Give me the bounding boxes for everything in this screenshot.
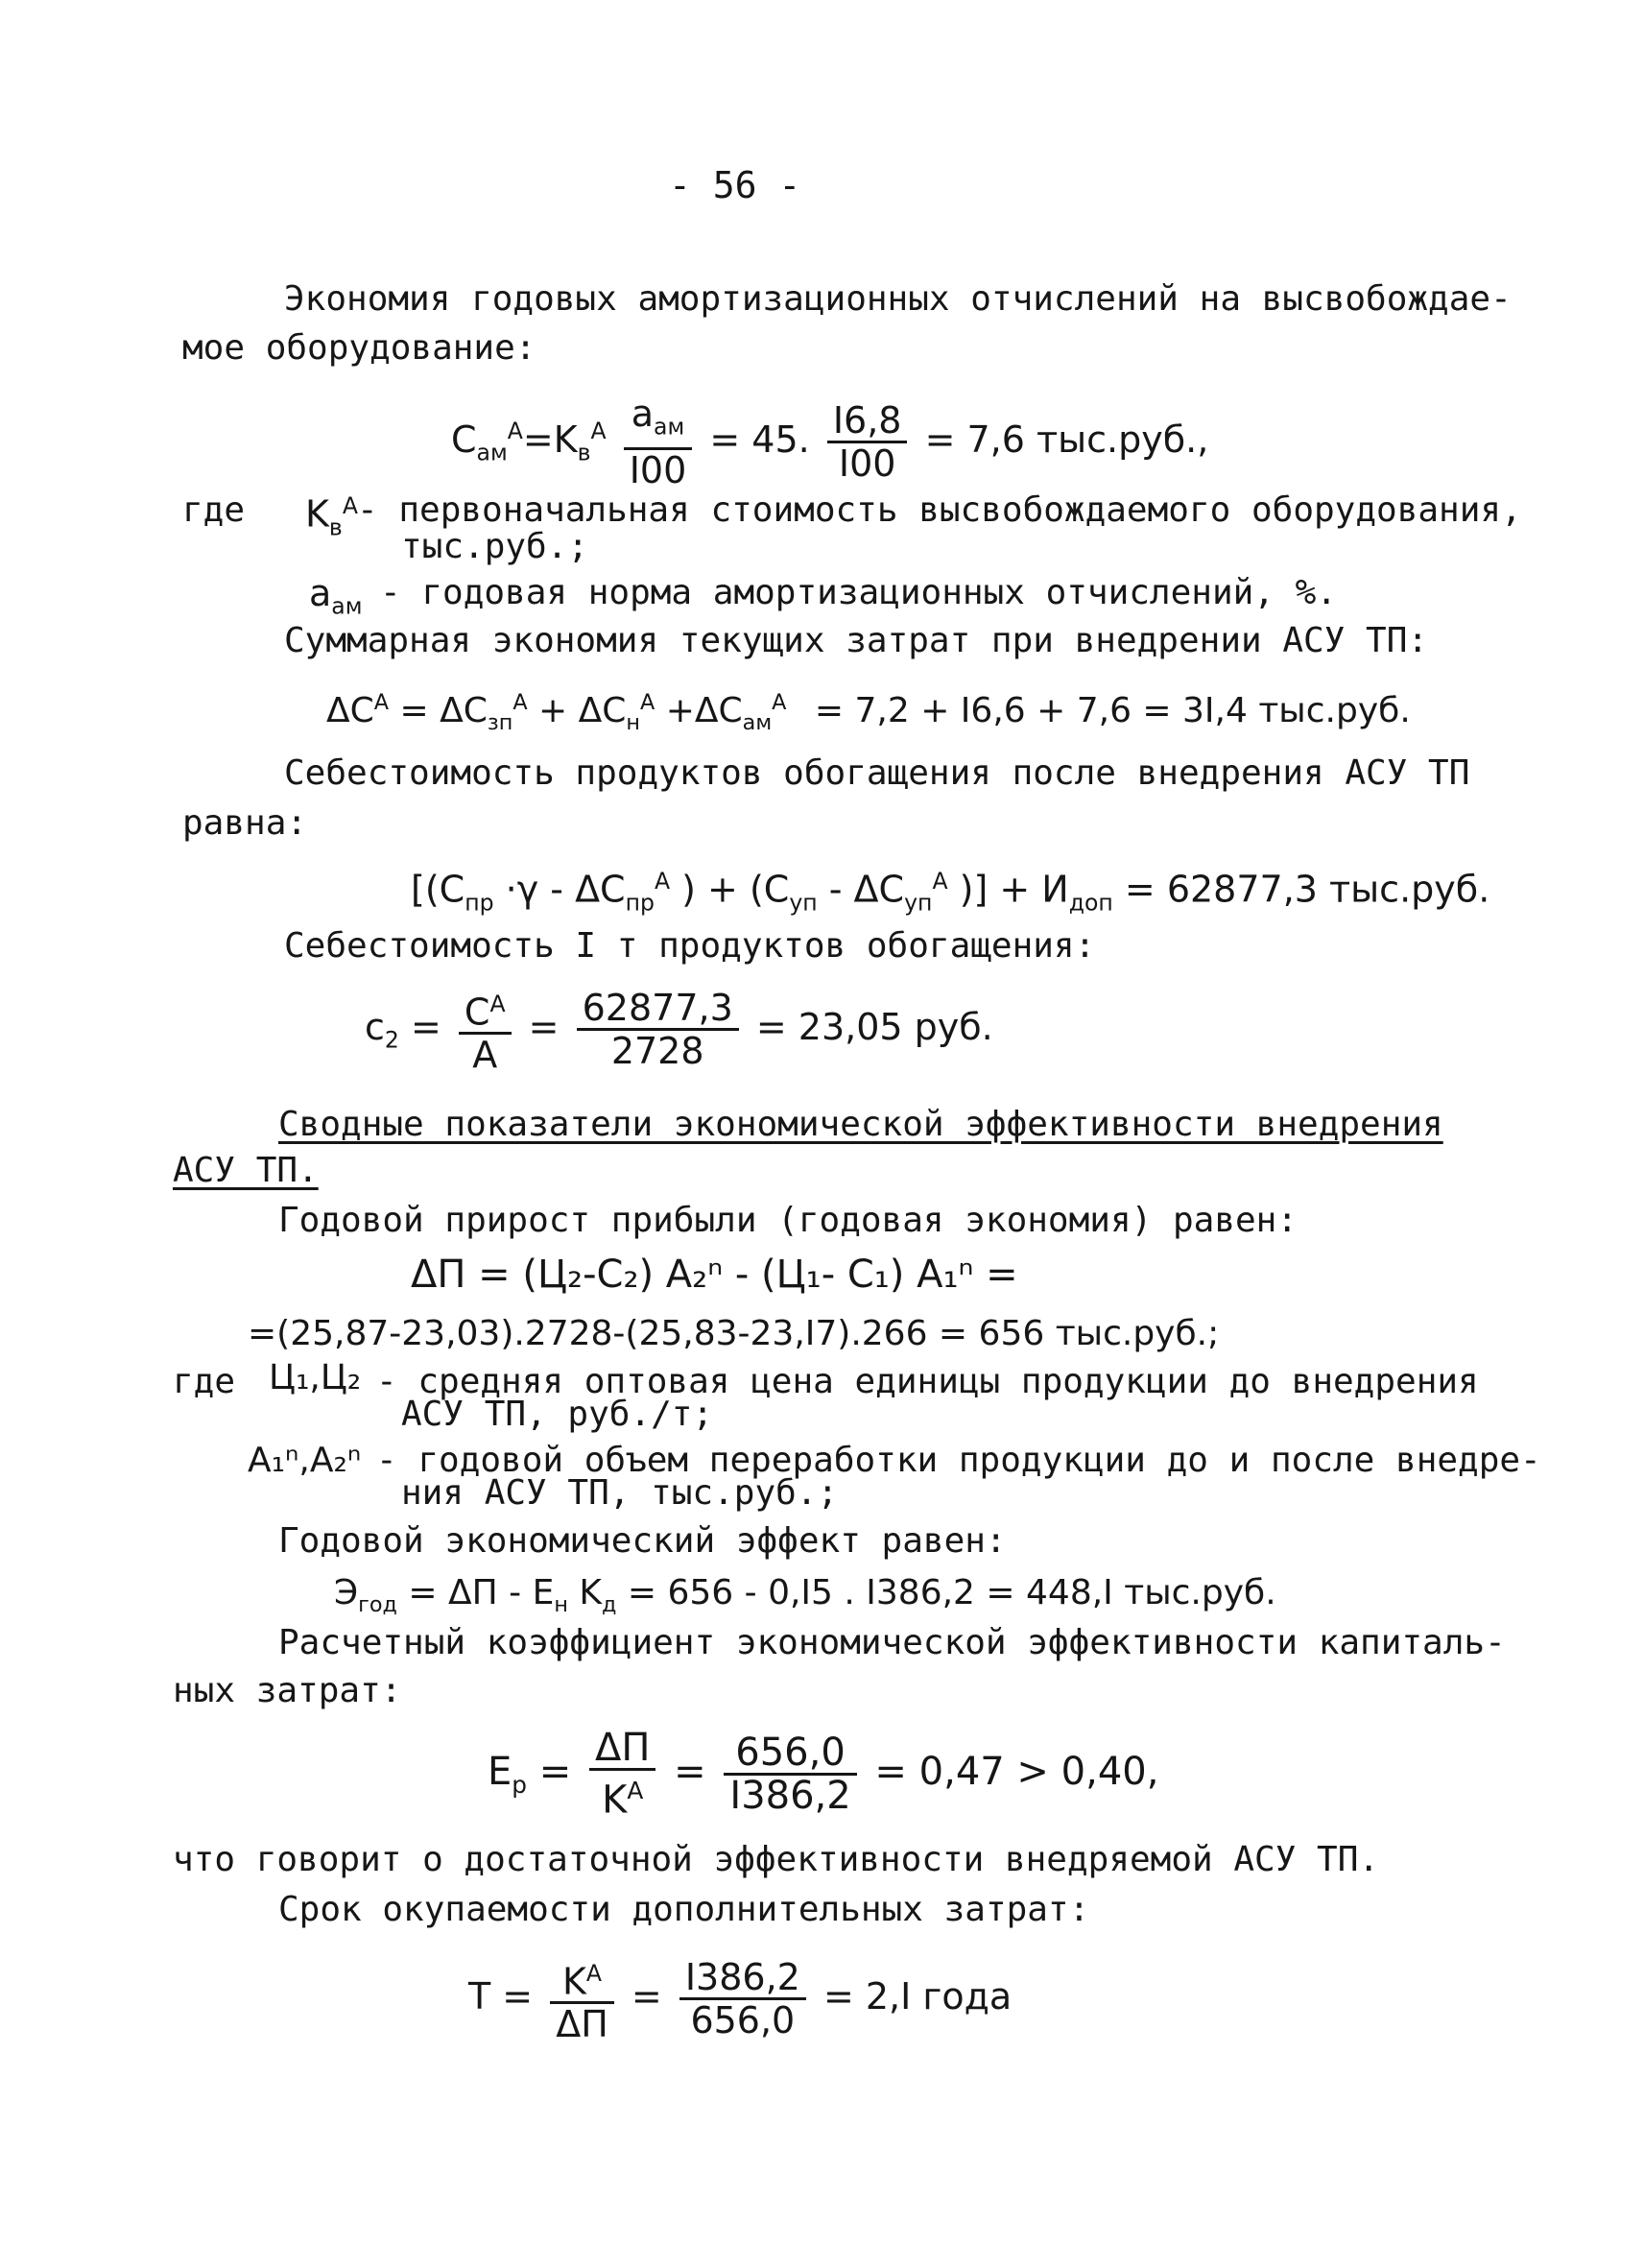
section-heading-line2: АСУ ТП.: [173, 1151, 319, 1190]
paragraph-amortization-line1: Экономия годовых амортизационных отчислений на высвобождае-: [284, 279, 1512, 319]
paragraph-cost-line2: равна:: [182, 803, 308, 843]
equation-amortization: $C_{ам}^A=K_в^A$ $\frac{a_{ам}}{I00}$ = 45. $\frac{I6,8}{I00}$ = 7,6 тыс.руб.,: [451, 393, 1209, 491]
definition-volume-line2: ния АСУ ТП, тыс.руб.;: [401, 1473, 839, 1513]
fraction-1386-2: $\frac{I386,2}{656,0}$: [679, 1957, 806, 2041]
equation-coefficient: $E_р$ = $\frac{\Delta П}{K^A}$ = $\frac{656,0}{I386,2}$ = 0,47 > 0,40,: [488, 1725, 1159, 1823]
equation-unit-cost: $c_2$ = $\frac{C^A}{A}$ = $\frac{62877,3}{2728}$ = 23,05 руб.: [365, 979, 993, 1088]
equation-total-savings: $\Delta C^A = \Delta C_{зп}^A + \Delta C_н^A +\Delta C_{ам}^A = 7,2 + I6,6 + 7,6 = 3I,4$ тыс.руб.: [326, 690, 1411, 736]
section-heading-line1: Сводные показатели экономической эффективности внедрения: [278, 1105, 1443, 1144]
symbol-volume: A₁ⁿ,A₂ⁿ: [248, 1441, 362, 1480]
fraction-k-over-dp: $\frac{K^A}{\Delta П}$: [550, 1953, 614, 2045]
definition-k-v-line1: - первоначальная стоимость высвобождаемого оборудования,: [357, 490, 1522, 530]
paragraph-annual-effect: Годовой экономический эффект равен:: [278, 1521, 1007, 1561]
symbol-price: Ц₁,Ц₂: [269, 1358, 362, 1397]
fraction-dp-over-k: $\frac{\Delta П}{K^A}$: [589, 1728, 655, 1820]
fraction-656-0: $\frac{656,0}{I386,2}$: [724, 1732, 856, 1816]
paragraph-conclusion: что говорит о достаточной эффективности внедряемой АСУ ТП.: [173, 1840, 1380, 1879]
definition-a-am: - годовая норма амортизационных отчислений, %.: [380, 573, 1337, 612]
paragraph-total-savings: Суммарная экономия текущих затрат при внедрении АСУ ТП:: [284, 621, 1429, 660]
definition-price-line2: АСУ ТП, руб./т;: [401, 1395, 714, 1434]
symbol-k-v: $K_в^A$: [305, 492, 358, 541]
equation-annual-effect: $Э_{год} = \Delta П - E_н$ $K_д = 656 - 0,I5$ . I386,2 = 448,I тыс.руб.: [334, 1573, 1276, 1618]
definition-k-v-line2: тыс.руб.;: [401, 527, 589, 566]
equation-profit-line1: ΔП = (Ц₂-C₂) A₂ⁿ - (Ц₁- C₁) A₁ⁿ =: [411, 1253, 1018, 1297]
paragraph-coefficient-line2: ных затрат:: [173, 1671, 402, 1710]
fraction-c-over-a: $\frac{C^A}{A}$: [459, 984, 512, 1076]
paragraph-unit-cost: Себестоимость I т продуктов обогащения:: [284, 926, 1096, 966]
page-number: - 56 -: [669, 164, 801, 206]
where-label: где: [182, 490, 246, 530]
equation-cost: [($C_{пр} \cdot\gamma - \Delta C_{пр}^A$ ) + ($C_{уп} - \Delta C_{уп}^A$ )] + $И_{доп} = 62877,3$ тыс.руб.: [411, 868, 1490, 917]
fraction-62877-3: $\frac{62877,3}{2728}$: [577, 988, 739, 1071]
paragraph-amortization-line2: мое оборудование:: [182, 328, 536, 368]
paragraph-cost-line1: Себестоимость продуктов обогащения после внедрения АСУ ТП: [284, 753, 1470, 793]
equation-payback: T = $\frac{K^A}{\Delta П}$ = $\frac{I386,2}{656,0}$ = 2,I года: [468, 1948, 1012, 2044]
fraction-16-8: $\frac{I6,8}{I00}$: [827, 400, 908, 484]
equation-profit-line2: =(25,87-23,03).2728-(25,83-23,I7).266 = 656 тыс.руб.;: [248, 1314, 1220, 1353]
paragraph-profit: Годовой прирост прибыли (годовая экономия) равен:: [278, 1201, 1299, 1240]
definition-price-line1: - средняя оптовая цена единицы продукции до внедрения: [376, 1362, 1479, 1401]
paragraph-payback: Срок окупаемости дополнительных затрат:: [278, 1890, 1090, 1929]
symbol-a-am: $a_{ам}$: [309, 572, 363, 620]
where2-label: где: [173, 1362, 236, 1401]
paragraph-coefficient-line1: Расчетный коэффициент экономической эффективности капиталь-: [278, 1623, 1506, 1662]
fraction-a-am: $\frac{a_{ам}}{I00}$: [624, 394, 693, 490]
definition-volume-line1: - годовой объем переработки продукции до и после внедре-: [376, 1441, 1541, 1480]
